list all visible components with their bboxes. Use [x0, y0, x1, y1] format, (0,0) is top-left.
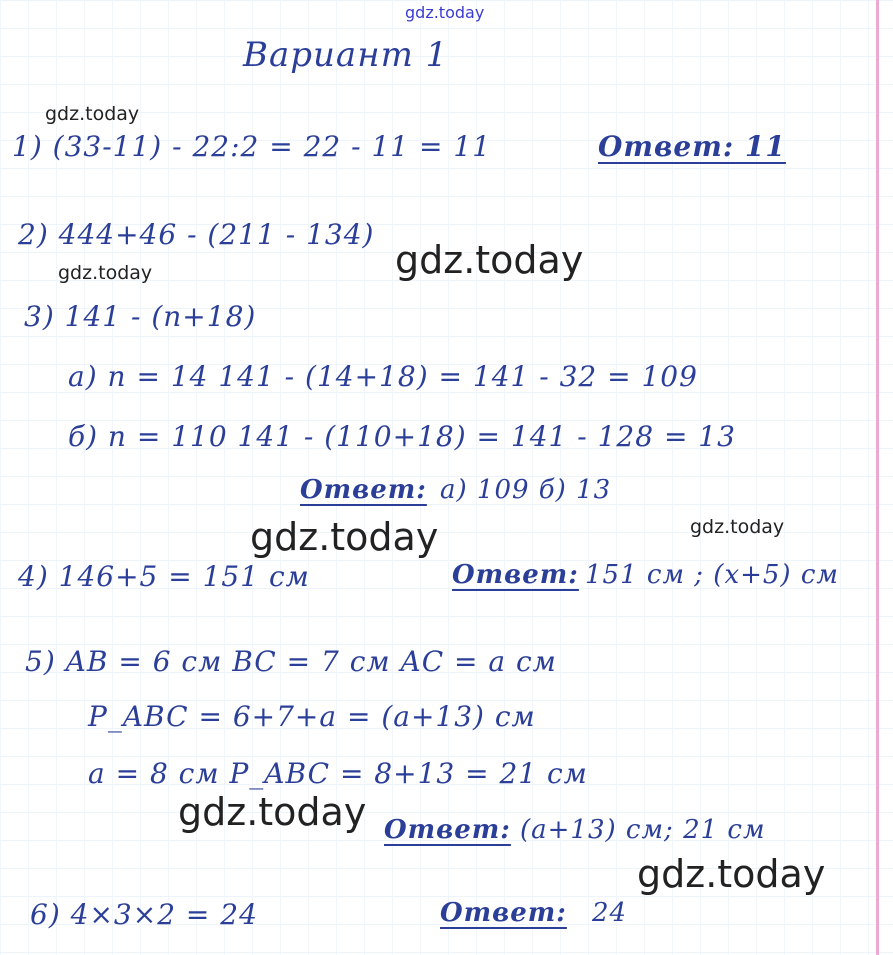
problem-1: 1) (33-11) - 22:2 = 22 - 11 = 11 [12, 130, 492, 163]
problem-5-given: 5) AB = 6 см BC = 7 см AC = a см [25, 645, 557, 678]
problem-5-value: a = 8 см P_ABC = 8+13 = 21 см [88, 757, 588, 790]
problem-4: 4) 146+5 = 151 см [18, 560, 310, 593]
problem-2: 2) 444+46 - (211 - 134) [18, 218, 375, 251]
margin-line [876, 0, 879, 955]
watermark-top: gdz.today [405, 3, 485, 22]
page-title: Вариант 1 [243, 35, 449, 75]
problem-5-perimeter: P_ABC = 6+7+a = (a+13) см [88, 700, 536, 733]
problem-6: 6) 4×3×2 = 24 [30, 898, 258, 931]
watermark-large-3: gdz.today [178, 790, 367, 834]
problem-6-answer-label: Ответ: [440, 898, 567, 928]
watermark-small-2: gdz.today [58, 262, 153, 284]
problem-6-answer-value: 24 [592, 898, 628, 928]
problem-4-answer-label: Ответ: [452, 560, 579, 590]
watermark-small-1: gdz.today [45, 103, 140, 125]
problem-3-answer-label: Ответ: [300, 475, 427, 505]
problem-5-answer-value: (a+13) см; 21 см [520, 815, 766, 845]
problem-5-answer-label: Ответ: [384, 815, 511, 845]
watermark-large-1: gdz.today [395, 238, 584, 282]
problem-3b: б) n = 110 141 - (110+18) = 141 - 128 = 13 [68, 420, 736, 453]
watermark-small-3: gdz.today [690, 516, 785, 538]
problem-4-answer-value: 151 см ; (x+5) см [585, 560, 839, 590]
problem-3: 3) 141 - (n+18) [24, 300, 257, 333]
problem-3a: а) n = 14 141 - (14+18) = 141 - 32 = 109 [68, 360, 698, 393]
problem-1-answer: Ответ: 11 [598, 130, 786, 163]
problem-3-answer-value: а) 109 б) 13 [440, 475, 612, 505]
watermark-large-4: gdz.today [637, 852, 826, 896]
watermark-large-2: gdz.today [250, 515, 439, 559]
